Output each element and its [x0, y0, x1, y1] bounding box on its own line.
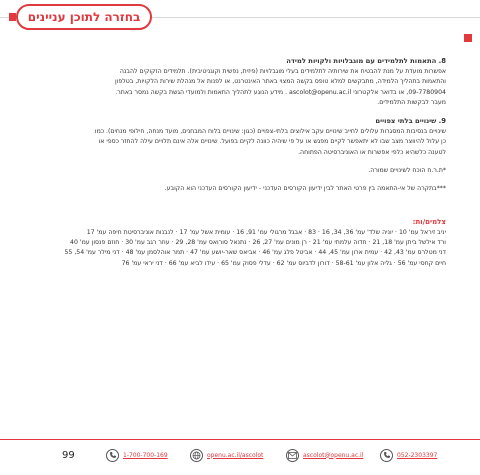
footer-divider — [0, 439, 480, 440]
back-to-contents-button[interactable]: בחזרה לתוכן עניינים — [16, 4, 152, 30]
section-9-line-2: כן עלול להיווצר מצב שבו לא יתאפשר לקיים מפגש או על פי שיהיה כוונה לקיים בפועל. שינויים אלה אינם תלויים עילה להחזר כספי או — [98, 138, 446, 146]
credits-line-1: יניב זיראל עמ' 10 · יוניה שלד' עמ' 36, 34, 16 · 83 · אבגל מרגולי עמ' 91, 16 · עומית אשל עמ' 17 · לנבנות אוניברסיטת חיפה עמ' 17 — [86, 228, 446, 236]
footer-website[interactable] — [190, 447, 263, 463]
section-9-line-1: שינויים בנסיבות המסגרות עלולים לחייב שינויים עקב אילוצים בלתי-צפויים (כגון: שינויים בלוח המבחנים, מועד מנחה, חילופי מנחים). כמו — [94, 128, 446, 136]
credits-line-2: ורד אילשל ביתן עמ' 18, 21 · חדוה עלמתי עמ' 21 · רן מונים עמ' 27, 26 · נתנאל סורואס עמ' 28, 29 · עוזר רגב עמ' 30 · חוזם פנסון עמ' 40 — [70, 238, 446, 246]
globe-icon — [190, 449, 203, 462]
email-icon — [286, 449, 299, 462]
top-red-marker — [9, 13, 16, 21]
mobile-link[interactable]: 052-2303397 — [397, 451, 438, 459]
note-1: *ת.ר.ח הוכח לשינויים שמורה. — [368, 167, 446, 175]
note-2: ***בתקרה של אי-התאמה בין פרטי האתר לבין ידיעון הקורסים העדכני - ידיעון הקורסים העדכני הוא הקובע. — [164, 185, 446, 193]
website-link[interactable]: openu.ac.il/ascolot — [207, 451, 264, 459]
side-red-marker — [464, 34, 472, 42]
section-9-line-3: לטענה כלשהיא כלפי אפשרות או האוניברסיטה הפתוחה. — [298, 148, 446, 156]
footer-email[interactable] — [286, 447, 363, 463]
whatsapp-icon — [380, 449, 393, 462]
section-8-line-4: מעבר לבקשות התלמידים. — [377, 98, 446, 106]
footer — [0, 430, 480, 475]
email-link[interactable]: ascolot@openu.ac.il — [303, 451, 364, 459]
section-9-title: 9. שינויים בלתי צפויים — [375, 117, 446, 126]
footer-phone[interactable] — [106, 447, 168, 463]
page-number: 99 — [62, 450, 75, 461]
section-8-title: 8. התאמות לתלמידים עם מוגבלויות ולקויות למידה — [286, 57, 446, 65]
credits-line-3: דני מטלרס עמ' 43, 42 · עמית ארון עמ' 45, 44 · אביטל פלג עמ' 46 · אביאס שאר-יושע עמ' 47 · תמר אוהלסמן עמ' 48 · דני מילר עמ' 54, 55 — [64, 249, 446, 257]
section-8-line-2: והתאמות בתהליך הלמידה, מתבקשים למלא טופס בקשה המצוי באתר האינטרנט, או לפנות אל מנהלת שירות הלקויות, בטלפון — [115, 78, 446, 86]
phone-icon — [106, 449, 119, 462]
top-bar — [0, 0, 480, 36]
credits-line-4: חיים קחסי עמ' 56 · גליה אלון עמ' 58-61 · דורון לדביוס עמ' 62 · עדלי פסוק עמ' 65 · עידו לביא עמ' 66 · דני יראי עמ' 76 — [121, 259, 446, 267]
phone-link[interactable]: 1-700-700-169 — [123, 451, 168, 459]
footer-mobile[interactable] — [380, 447, 437, 463]
main-content — [34, 56, 446, 269]
section-8-line-3: 09-7780904, או בדואר אלקטרוני ascolot@openu.ac.il . מידע הנוגע לתהליך התאמות ולמועדי הגשת בקשה נמסר באתר. — [115, 88, 446, 96]
credits-title: צלמים/ות: — [412, 217, 446, 226]
section-8-line-1: אפשרות מועדת על מנת להבטיח את שירותיה לתלמידים בעלי מוגבלויות (פיזית, נפשית וקוגניטיבית). תלמידים הזקוקים להבנה — [119, 68, 446, 75]
